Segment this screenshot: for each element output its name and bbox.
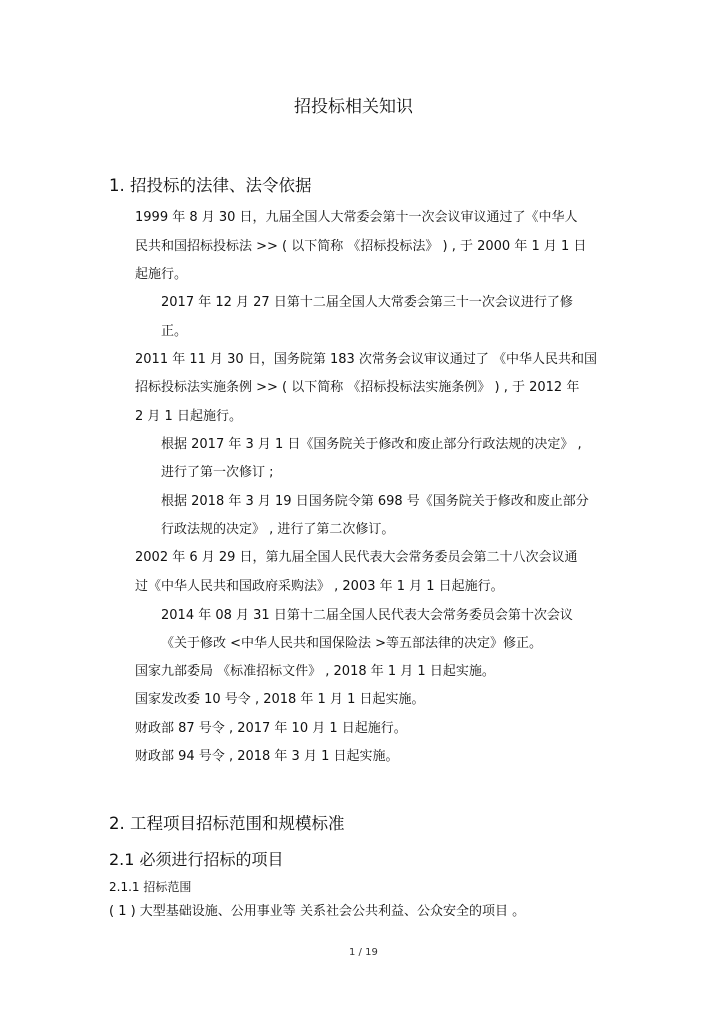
document-title: 招投标相关知识 bbox=[294, 97, 413, 117]
paragraph-line: 《关于修改 <中华人民共和国保险法 >等五部法律的决定》修正。 bbox=[161, 636, 543, 651]
paragraph-line: 国家九部委局 《标准招标文件》 , 2018 年 1 月 1 日起实施。 bbox=[135, 664, 495, 679]
subsection-2-1-1-heading: 2.1.1 招标范围 bbox=[109, 880, 192, 894]
paragraph-line: 过《中华人民共和国政府采购法》 , 2003 年 1 月 1 日起施行。 bbox=[135, 579, 504, 594]
paragraph-line: 正。 bbox=[161, 324, 188, 339]
paragraph-line: 1999 年 8 月 30 日，九届全国人大常委会第十一次会议审议通过了《中华人 bbox=[135, 210, 578, 225]
page-number: 1 / 19 bbox=[349, 947, 378, 958]
subsection-2-1-heading: 2.1 必须进行招标的项目 bbox=[109, 850, 284, 869]
paragraph-line: 2014 年 08 月 31 日第十二届全国人民代表大会常务委员会第十次会议 bbox=[161, 608, 573, 623]
paragraph-line: 进行了第一次修订 ; bbox=[161, 465, 274, 480]
paragraph-line: 财政部 94 号令 , 2018 年 3 月 1 日起实施。 bbox=[135, 749, 399, 764]
paragraph-line: 根据 2018 年 3 月 19 日国务院令第 698 号《国务院关于修改和废止部分 bbox=[161, 494, 589, 509]
paragraph-line: 起施行。 bbox=[135, 267, 188, 282]
paragraph-line: 2011 年 11 月 30 日，国务院第 183 次常务会议审议通过了 《中华人民共和国 bbox=[135, 352, 598, 367]
list-item: ( 1 ) 大型基础设施、公用事业等 关系社会公共利益、公众安全的项目 。 bbox=[109, 904, 526, 919]
paragraph-line: 2 月 1 日起施行。 bbox=[135, 409, 242, 424]
paragraph-line: 根据 2017 年 3 月 1 日《国务院关于修改和废止部分行政法规的决定》 , bbox=[161, 437, 582, 452]
paragraph-line: 2002 年 6 月 29 日，第九届全国人民代表大会常务委员会第二十八次会议通 bbox=[135, 550, 578, 565]
paragraph-line: 财政部 87 号令 , 2017 年 10 月 1 日起施行。 bbox=[135, 721, 407, 736]
section-2-heading: 2. 工程项目招标范围和规模标准 bbox=[109, 814, 345, 833]
paragraph-line: 2017 年 12 月 27 日第十二届全国人大常委会第三十一次会议进行了修 bbox=[161, 295, 573, 310]
paragraph-line: 民共和国招标投标法 >> ( 以下简称 《招标投标法》 ) , 于 2000 年 1 月 1 日 bbox=[135, 239, 587, 254]
paragraph-line: 行政法规的决定》 , 进行了第二次修订。 bbox=[161, 522, 395, 537]
paragraph-line: 国家发改委 10 号令 , 2018 年 1 月 1 日起实施。 bbox=[135, 692, 425, 707]
section-1-heading: 1. 招投标的法律、法令依据 bbox=[109, 176, 312, 195]
paragraph-line: 招标投标法实施条例 >> ( 以下简称 《招标投标法实施条例》 ) , 于 2012 年 bbox=[135, 380, 580, 395]
